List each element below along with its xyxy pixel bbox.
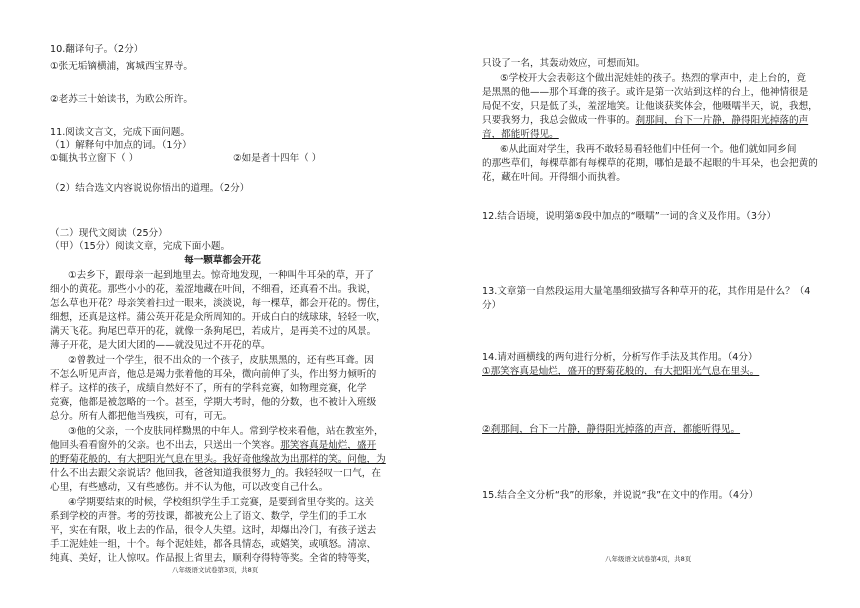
article-line: 满天飞花。狗尾巴草开的花，就像一条狗尾巴，若成片，是再美不过的风景。 — [50, 326, 377, 337]
question-12: 12.结合语境，说明第⑤段中加点的“嗫嚅”一词的含义及作用。（3分） — [482, 211, 777, 222]
article-line — [50, 440, 376, 452]
article-line: 什么不出去跟父亲说话？他回我，爸爸知道我很努力_的。我轻轻叹一口气，在 — [50, 468, 381, 479]
question-11-title: 11.阅读文言文，完成下面问题。 — [50, 127, 190, 138]
underlined-sentence-2: 刹那间，台下一片静，静得阳光掉落的声 — [635, 115, 809, 126]
question-13: 13.文章第一自然段运用大量笔墨细致描写各种草开的花，其作用是什么？（4 — [482, 286, 811, 297]
article-line: 总分。所有人都把他当残疾，可有，可无。 — [50, 411, 233, 422]
question-11-sub-2: （2）结合选文内容说说你悟出的道理。（2分） — [50, 183, 250, 194]
question-14-sentence-2: ②刹那间，台下一片静，静得阳光掉落的声音，都能听得见。 — [482, 424, 741, 435]
question-10-sentence-2: ②老苏三十始读书，为欧公所许。 — [50, 94, 193, 105]
article-line — [482, 115, 808, 127]
article-line: 竞赛，他都是被忽略的一个。甚至，学期大考时，他的分数，也不被计入班级 — [50, 397, 377, 408]
question-10-title: 10.翻译句子。（2分） — [50, 44, 144, 55]
article-line: 平，实在有限，收上去的作品，很令人失望。这时，却爆出冷门，有孩子送去 — [50, 525, 377, 536]
question-11-sub-1: （1）解释句中加点的词。（1分） — [50, 140, 192, 151]
article-line: 局促不安，只是低了头，羞涩地笑。让他谈获奖体会，他嗫嚅半天，说，我想， — [482, 101, 818, 112]
article-line: 系到学校的声誉。考的劳技课，都被充公上了语文、数学，学生们的手工水 — [50, 511, 367, 522]
article-line: 音，都能听得见。 — [482, 129, 559, 140]
article-line: ③他的父亲，一个皮肤同样黝黑的中年人。常到学校来看他，站在教室外， — [68, 426, 384, 437]
left-page-footer: 八年级语文试卷第3页，共8页 — [172, 566, 259, 574]
section-2-heading: （二）现代文阅读（25分） — [50, 228, 168, 239]
article-line: 纯真、美好，让人惊叹。作品报上省里去，顺利夺得特等奖。全省的特等奖， — [50, 553, 377, 564]
article-line-text: 他回头看看窗外的父亲。也不出去，只送出一个笑容。 — [50, 440, 281, 451]
article-line: 花，藏在叶间。开得细小而执着。 — [482, 172, 626, 183]
article-line-text: 只要我努力，我总会做成一件事的。 — [482, 115, 636, 126]
part-a-instructions: （甲）（15分）阅读文章，完成下面小题。 — [50, 241, 231, 252]
right-page-footer: 八年级语文试卷第4页，共8页 — [605, 555, 692, 563]
question-15: 15.结合全文分析“我”的形象，并说说“我”在文中的作用。（4分） — [482, 490, 759, 501]
article-line: 只设了一名，其轰动效应，可想而知。 — [482, 58, 646, 69]
article-line: 的那些草们，每棵草都有每棵草的花期，哪怕是最不起眼的牛耳朵，也会把黄的 — [482, 158, 818, 169]
article-line: ⑤学校开大会表彰这个做出泥娃娃的孩子。热烈的掌声中，走上台的，竟 — [500, 73, 807, 84]
article-line: 细小的黄花。那些小小的花，羞涩地藏在叶间，不细看，还真看不出。我说， — [50, 284, 377, 295]
article-line: 心里，有些感动，又有些感伤。并不认为他，可以改变自己什么。 — [50, 482, 329, 493]
article-line: 的野菊花般的，有大把阳光气息在里头。我好奇他缘故为出那样的笑。问他，为 — [50, 454, 386, 465]
article-line: 不怎么听见声音，他总是竭力张着他的耳朵，微向前伸了头，作出努力倾听的 — [50, 369, 377, 380]
question-11-item-b: ②如是者十四年（ ） — [233, 153, 322, 164]
article-line: 薄子开花，是大团大团的——就没见过不开花的草。 — [50, 340, 271, 351]
article-line: 是黑黑的他——那个耳聋的孩子。或许是第一次站到这样的台上，他神情很是 — [482, 87, 809, 98]
question-14: 14.请对画横线的两句进行分析，分析写作手法及其作用。（4分） — [482, 352, 758, 363]
article-line: ①去乡下，跟母亲一起到地里去。惊奇地发现，一种叫牛耳朵的草，开了 — [68, 270, 375, 281]
article-line: 手工泥娃娃一组，十个。每个泥娃娃，都各具情态，或嬉笑，或嗔怒。清凉、 — [50, 539, 377, 550]
question-11-item-a: ①辄执书立窗下（ ） — [50, 153, 139, 164]
article-line: 细想，还真是这样。蒲公英开花是众所周知的。开成白白的绒球球，轻轻一吹， — [50, 312, 386, 323]
question-14-sentence-1: ①那笑容真是灿烂，盛开的野菊花般的，有大把阳光气息在里头。 — [482, 366, 760, 377]
article-line: ⑥从此面对学生，我再不敢轻易看轻他们中任何一个。他们就如同乡间 — [500, 144, 797, 155]
question-10-sentence-1: ①张无垢镝横浦，寓城西宝界寺。 — [50, 61, 193, 72]
article-line: 怎么草也开花？母亲笑着扫过一眼来，淡淡说，每一棵草，都会开花的。愣住， — [50, 298, 386, 309]
article-line: 样子。这样的孩子，成绩自然好不了，所有的学科竞赛，如物理竞赛，化学 — [50, 383, 367, 394]
article-title: 每一颗草都会开花 — [184, 255, 261, 266]
article-line: ④学期要结束的时候，学校组织学生手工竞赛，是要到省里夺奖的。这关 — [68, 497, 375, 508]
question-13-continued: 分） — [482, 300, 502, 311]
underlined-sentence-1: 那笑容真是灿烂，盛开 — [280, 440, 377, 451]
article-line: ②曾教过一个学生，很不出众的一个孩子，皮肤黑黑的，还有些耳聋。因 — [68, 355, 375, 366]
